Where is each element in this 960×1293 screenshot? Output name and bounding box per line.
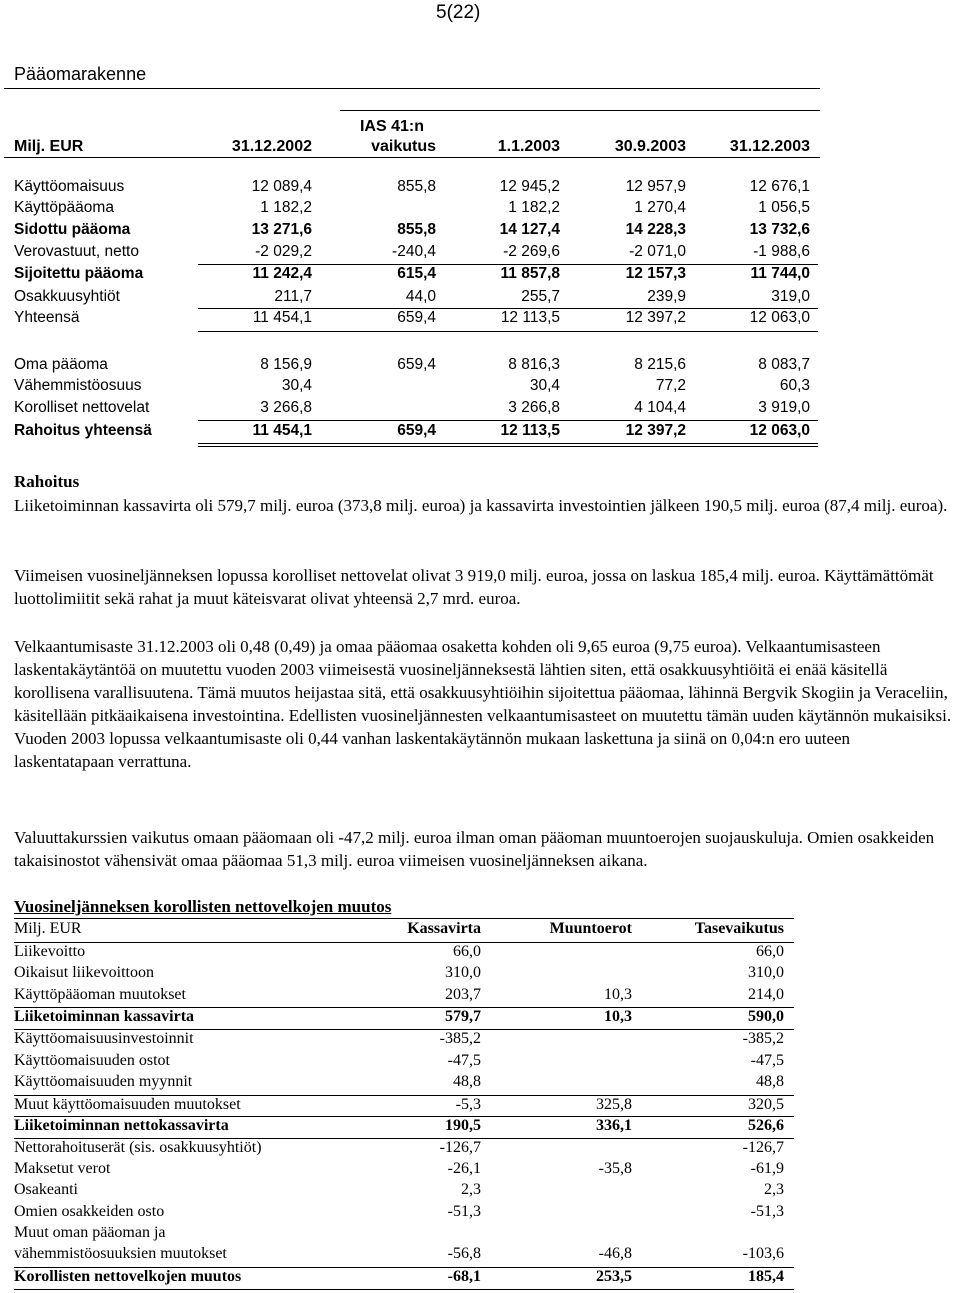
cell-value: 14 127,4 <box>499 221 560 238</box>
table-row <box>14 1139 794 1161</box>
cell-value: 319,0 <box>771 288 810 305</box>
row-rule <box>198 264 818 265</box>
cell-value: 320,5 <box>748 1096 784 1113</box>
row-label: Käyttöomaisuus <box>14 178 125 195</box>
debt-header-col: Muuntoerot <box>549 920 632 937</box>
table-row <box>14 1052 794 1074</box>
row-rule <box>198 420 818 421</box>
row-label: Omien osakkeiden osto <box>14 1203 165 1220</box>
cell-value: -51,3 <box>750 1203 784 1220</box>
cell-value: -26,1 <box>447 1160 481 1177</box>
cell-value: 12 945,2 <box>499 178 560 195</box>
row-label: Käyttöomaisuusinvestoinnit <box>14 1030 194 1047</box>
cell-value: 8 816,3 <box>508 356 560 373</box>
cell-value: 8 156,9 <box>260 356 312 373</box>
table-row <box>14 964 794 986</box>
header-col: vaikutus <box>371 138 436 155</box>
cell-value: 30,4 <box>529 377 560 394</box>
row-rule <box>14 1029 794 1030</box>
table-row <box>14 1096 794 1118</box>
cell-value: 590,0 <box>748 1008 784 1025</box>
row-rule <box>14 1007 794 1008</box>
cell-value: 11 454,1 <box>252 422 312 439</box>
table-row <box>14 1073 794 1095</box>
financing-heading: Rahoitus <box>14 472 80 491</box>
cell-value: -240,4 <box>392 243 436 260</box>
cell-value: 310,0 <box>445 964 481 981</box>
cell-value: 12 113,5 <box>500 422 560 439</box>
row-label: Yhteensä <box>14 309 80 326</box>
table-row <box>14 377 820 399</box>
row-rule <box>14 1095 794 1096</box>
table-row <box>14 1268 794 1290</box>
row-label: Käyttöomaisuuden ostot <box>14 1052 170 1069</box>
row-label: Nettorahoituserät (sis. osakkuusyhtiöt) <box>14 1139 262 1156</box>
row-label: Muut käyttöomaisuuden muutokset <box>14 1096 241 1113</box>
table-row <box>14 1203 794 1225</box>
table-row <box>14 265 820 287</box>
table-row <box>14 399 820 421</box>
table-row <box>14 309 820 331</box>
cell-value: 12 397,2 <box>625 309 686 326</box>
cell-value: -1 988,6 <box>753 243 810 260</box>
row-label: Liiketoiminnan nettokassavirta <box>14 1117 229 1134</box>
financing-paragraph: Valuuttakurssien vaikutus omaan pääomaan oli -47,2 milj. euroa ilman oman pääoman muuntoerojen suojauskuluja. Omien osakkeiden takaisinostot vähensivät omaa pääomaa 51,3 milj. euroa viimeisen vuosineljänneksen aikana. <box>14 828 935 870</box>
cell-value: -35,8 <box>598 1160 632 1177</box>
table-row <box>14 1160 794 1182</box>
financing-paragraph: Viimeisen vuosineljänneksen lopussa korolliset nettovelat olivat 3 919,0 milj. euroa, jossa on laskua 185,4 milj. euroa. Käyttämättömät luottolimiitit sekä rahat ja muut käteisvarat olivat yhteensä 2,7 mrd. euroa. <box>14 566 934 608</box>
cell-value: -56,8 <box>447 1245 481 1262</box>
cell-value: -126,7 <box>439 1139 481 1156</box>
cell-value: -126,7 <box>742 1139 784 1156</box>
cell-value: 48,8 <box>756 1073 784 1090</box>
table-row <box>14 288 820 310</box>
row-label: Osakeanti <box>14 1181 78 1198</box>
cell-value: 1 182,2 <box>260 199 312 216</box>
cell-value: 190,5 <box>445 1117 481 1134</box>
cell-value: 77,2 <box>655 377 686 394</box>
row-label: Rahoitus yhteensä <box>14 422 152 439</box>
page-number: 5(22) <box>436 2 481 23</box>
row-label: Käyttöpääoman muutokset <box>14 986 186 1003</box>
cell-value: 310,0 <box>748 964 784 981</box>
cell-value: -5,3 <box>455 1096 481 1113</box>
cell-value: -385,2 <box>439 1030 481 1047</box>
table-row <box>14 986 794 1008</box>
cell-value: 48,8 <box>453 1073 481 1090</box>
cell-value: 211,7 <box>274 288 312 305</box>
table-row <box>14 422 820 444</box>
debt-header-unit: Milj. EUR <box>14 920 82 937</box>
title-rule <box>4 88 820 89</box>
row-label: Korollisten nettovelkojen muutos <box>14 1268 242 1285</box>
cell-value: 855,8 <box>397 221 436 238</box>
cell-value: 659,4 <box>397 422 436 439</box>
cell-value: 336,1 <box>596 1117 632 1134</box>
cell-value: 579,7 <box>445 1008 481 1025</box>
cell-value: -51,3 <box>447 1203 481 1220</box>
cell-value: 253,5 <box>596 1268 632 1285</box>
cell-value: 12 676,1 <box>749 178 810 195</box>
cell-value: 60,3 <box>779 377 810 394</box>
table-row <box>14 221 820 243</box>
table-row <box>14 1224 794 1246</box>
cell-value: 1 056,5 <box>758 199 810 216</box>
table-row <box>14 1117 794 1139</box>
row-label: vähemmistöosuuksien muutokset <box>14 1245 227 1262</box>
row-label: Maksetut verot <box>14 1160 111 1177</box>
cell-value: 12 397,2 <box>625 422 686 439</box>
header-bottom-rule <box>4 157 820 158</box>
debt-table-top-rule <box>14 918 794 919</box>
financing-paragraph: Liiketoiminnan kassavirta oli 579,7 milj. euroa (373,8 milj. euroa) ja kassavirta investointien jälkeen 190,5 milj. euroa (87,4 milj. euroa). <box>14 496 948 515</box>
row-label: Osakkuusyhtiöt <box>14 288 120 305</box>
cell-value: 10,3 <box>604 986 632 1003</box>
cell-value: -46,8 <box>598 1245 632 1262</box>
cell-value: 1 270,4 <box>634 199 686 216</box>
cell-value: 659,4 <box>397 356 436 373</box>
row-label: Liiketoiminnan kassavirta <box>14 1008 195 1025</box>
cell-value: 12 157,3 <box>625 265 686 282</box>
row-rule <box>14 1116 794 1117</box>
row-label: Käyttöomaisuuden myynnit <box>14 1073 193 1090</box>
cell-value: 3 919,0 <box>758 399 810 416</box>
cell-value: 11 857,8 <box>500 265 560 282</box>
cell-value: 11 744,0 <box>750 265 810 282</box>
cell-value: 66,0 <box>756 943 784 960</box>
row-rule <box>198 446 818 447</box>
debt-header-col: Tasevaikutus <box>694 920 784 937</box>
header-ias41-label: IAS 41:n <box>359 118 424 135</box>
cell-value: -2 029,2 <box>255 243 312 260</box>
cell-value: 615,4 <box>397 265 436 282</box>
cell-value: -47,5 <box>750 1052 784 1069</box>
header-col: 31.12.2002 <box>231 138 312 155</box>
cell-value: 203,7 <box>445 986 481 1003</box>
cell-value: 10,3 <box>604 1008 632 1025</box>
header-col: 30.9.2003 <box>614 138 686 155</box>
cell-value: 1 182,2 <box>508 199 560 216</box>
row-label: Muut oman pääoman ja <box>14 1224 166 1241</box>
cell-value: 3 266,8 <box>260 399 312 416</box>
row-label: Käyttöpääoma <box>14 199 114 216</box>
header-col: 1.1.2003 <box>497 138 560 155</box>
financing-paragraph: Velkaantumisaste 31.12.2003 oli 0,48 (0,49) ja omaa pääomaa osaketta kohden oli 9,65 euroa (9,75 euroa). Velkaantumisasteen laskentakäytäntöä on muutettu vuoden 2003 viimeisestä vuosineljänneksestä lähtien siten, että osakkuusyhtiöitä ei enää käsitellä korollisena varallisuutena. Tämä muutos heijastaa sitä, että osakkuusyhtiöihin sijoitettua pääomaa, lähinnä Bergvik Skogiin ja Veraceliin, käsitellään pitkäaikaisena investointina. Edellisten vuosineljännesten velkaantumisasteet on muutettu tämän uuden käytännön mukaisiksi. Vuoden 2003 lopussa velkaantumisaste oli 0,44 vanhan laskentakäytännön mukaan laskettuna ja siinä on 0,04:n ero uuteen laskentatapaan verrattuna. <box>14 637 952 771</box>
header-top-rule <box>340 110 820 111</box>
cell-value: 239,9 <box>647 288 686 305</box>
cell-value: 12 089,4 <box>251 178 312 195</box>
row-label: Sijoitettu pääoma <box>14 265 144 282</box>
cell-value: 11 454,1 <box>252 309 312 326</box>
table-row <box>14 199 820 221</box>
cell-value: 12 113,5 <box>500 309 560 326</box>
cell-value: 3 266,8 <box>508 399 560 416</box>
cell-value: 185,4 <box>748 1268 784 1285</box>
row-label: Verovastuut, netto <box>14 243 139 260</box>
cell-value: 526,6 <box>748 1117 784 1134</box>
row-label: Oma pääoma <box>14 356 108 373</box>
debt-table-header <box>14 920 794 942</box>
cell-value: -2 071,0 <box>629 243 686 260</box>
cell-value: 4 104,4 <box>634 399 686 416</box>
cell-value: 14 228,3 <box>625 221 686 238</box>
cell-value: -385,2 <box>742 1030 784 1047</box>
cell-value: 12 957,9 <box>625 178 686 195</box>
row-rule <box>198 308 818 309</box>
table-row <box>14 943 794 965</box>
row-rule <box>14 1267 794 1268</box>
cell-value: 8 215,6 <box>634 356 686 373</box>
table-header-top <box>14 118 820 140</box>
cell-value: 2,3 <box>461 1181 481 1198</box>
section-title: Pääomarakenne <box>14 64 147 84</box>
table-row <box>14 178 820 200</box>
row-label: Korolliset nettovelat <box>14 399 150 416</box>
header-unit: Milj. EUR <box>14 138 84 155</box>
header-col: 31.12.2003 <box>729 138 810 155</box>
cell-value: -61,9 <box>750 1160 784 1177</box>
cell-value: 2,3 <box>764 1181 784 1198</box>
cell-value: -2 269,6 <box>503 243 560 260</box>
cell-value: 13 732,6 <box>749 221 810 238</box>
cell-value: 325,8 <box>596 1096 632 1113</box>
row-label: Liikevoitto <box>14 943 86 960</box>
cell-value: 66,0 <box>453 943 481 960</box>
cell-value: 659,4 <box>397 309 436 326</box>
cell-value: -68,1 <box>447 1268 481 1285</box>
row-rule <box>14 1138 794 1139</box>
cell-value: -47,5 <box>447 1052 481 1069</box>
row-rule <box>198 331 818 332</box>
cell-value: 11 242,4 <box>252 265 312 282</box>
row-label: Oikaisut liikevoittoon <box>14 964 154 981</box>
row-label: Vähemmistöosuus <box>14 377 142 394</box>
cell-value: 255,7 <box>521 288 560 305</box>
cell-value: 12 063,0 <box>749 422 810 439</box>
row-rule <box>14 1289 794 1290</box>
cell-value: -103,6 <box>742 1245 784 1262</box>
row-rule <box>198 443 818 444</box>
table-row <box>14 243 820 265</box>
table-row <box>14 356 820 378</box>
cell-value: 855,8 <box>397 178 436 195</box>
table-row <box>14 1245 794 1267</box>
cell-value: 214,0 <box>748 986 784 1003</box>
cell-value: 44,0 <box>405 288 436 305</box>
cell-value: 12 063,0 <box>749 309 810 326</box>
debt-table-title: Vuosineljänneksen korollisten nettovelkojen muutos <box>14 897 392 916</box>
debt-header-col: Kassavirta <box>407 920 481 937</box>
table-row <box>14 1181 794 1203</box>
cell-value: 30,4 <box>281 377 312 394</box>
row-label: Sidottu pääoma <box>14 221 131 238</box>
cell-value: 8 083,7 <box>758 356 810 373</box>
table-row <box>14 1030 794 1052</box>
cell-value: 13 271,6 <box>251 221 312 238</box>
table-row <box>14 1008 794 1030</box>
